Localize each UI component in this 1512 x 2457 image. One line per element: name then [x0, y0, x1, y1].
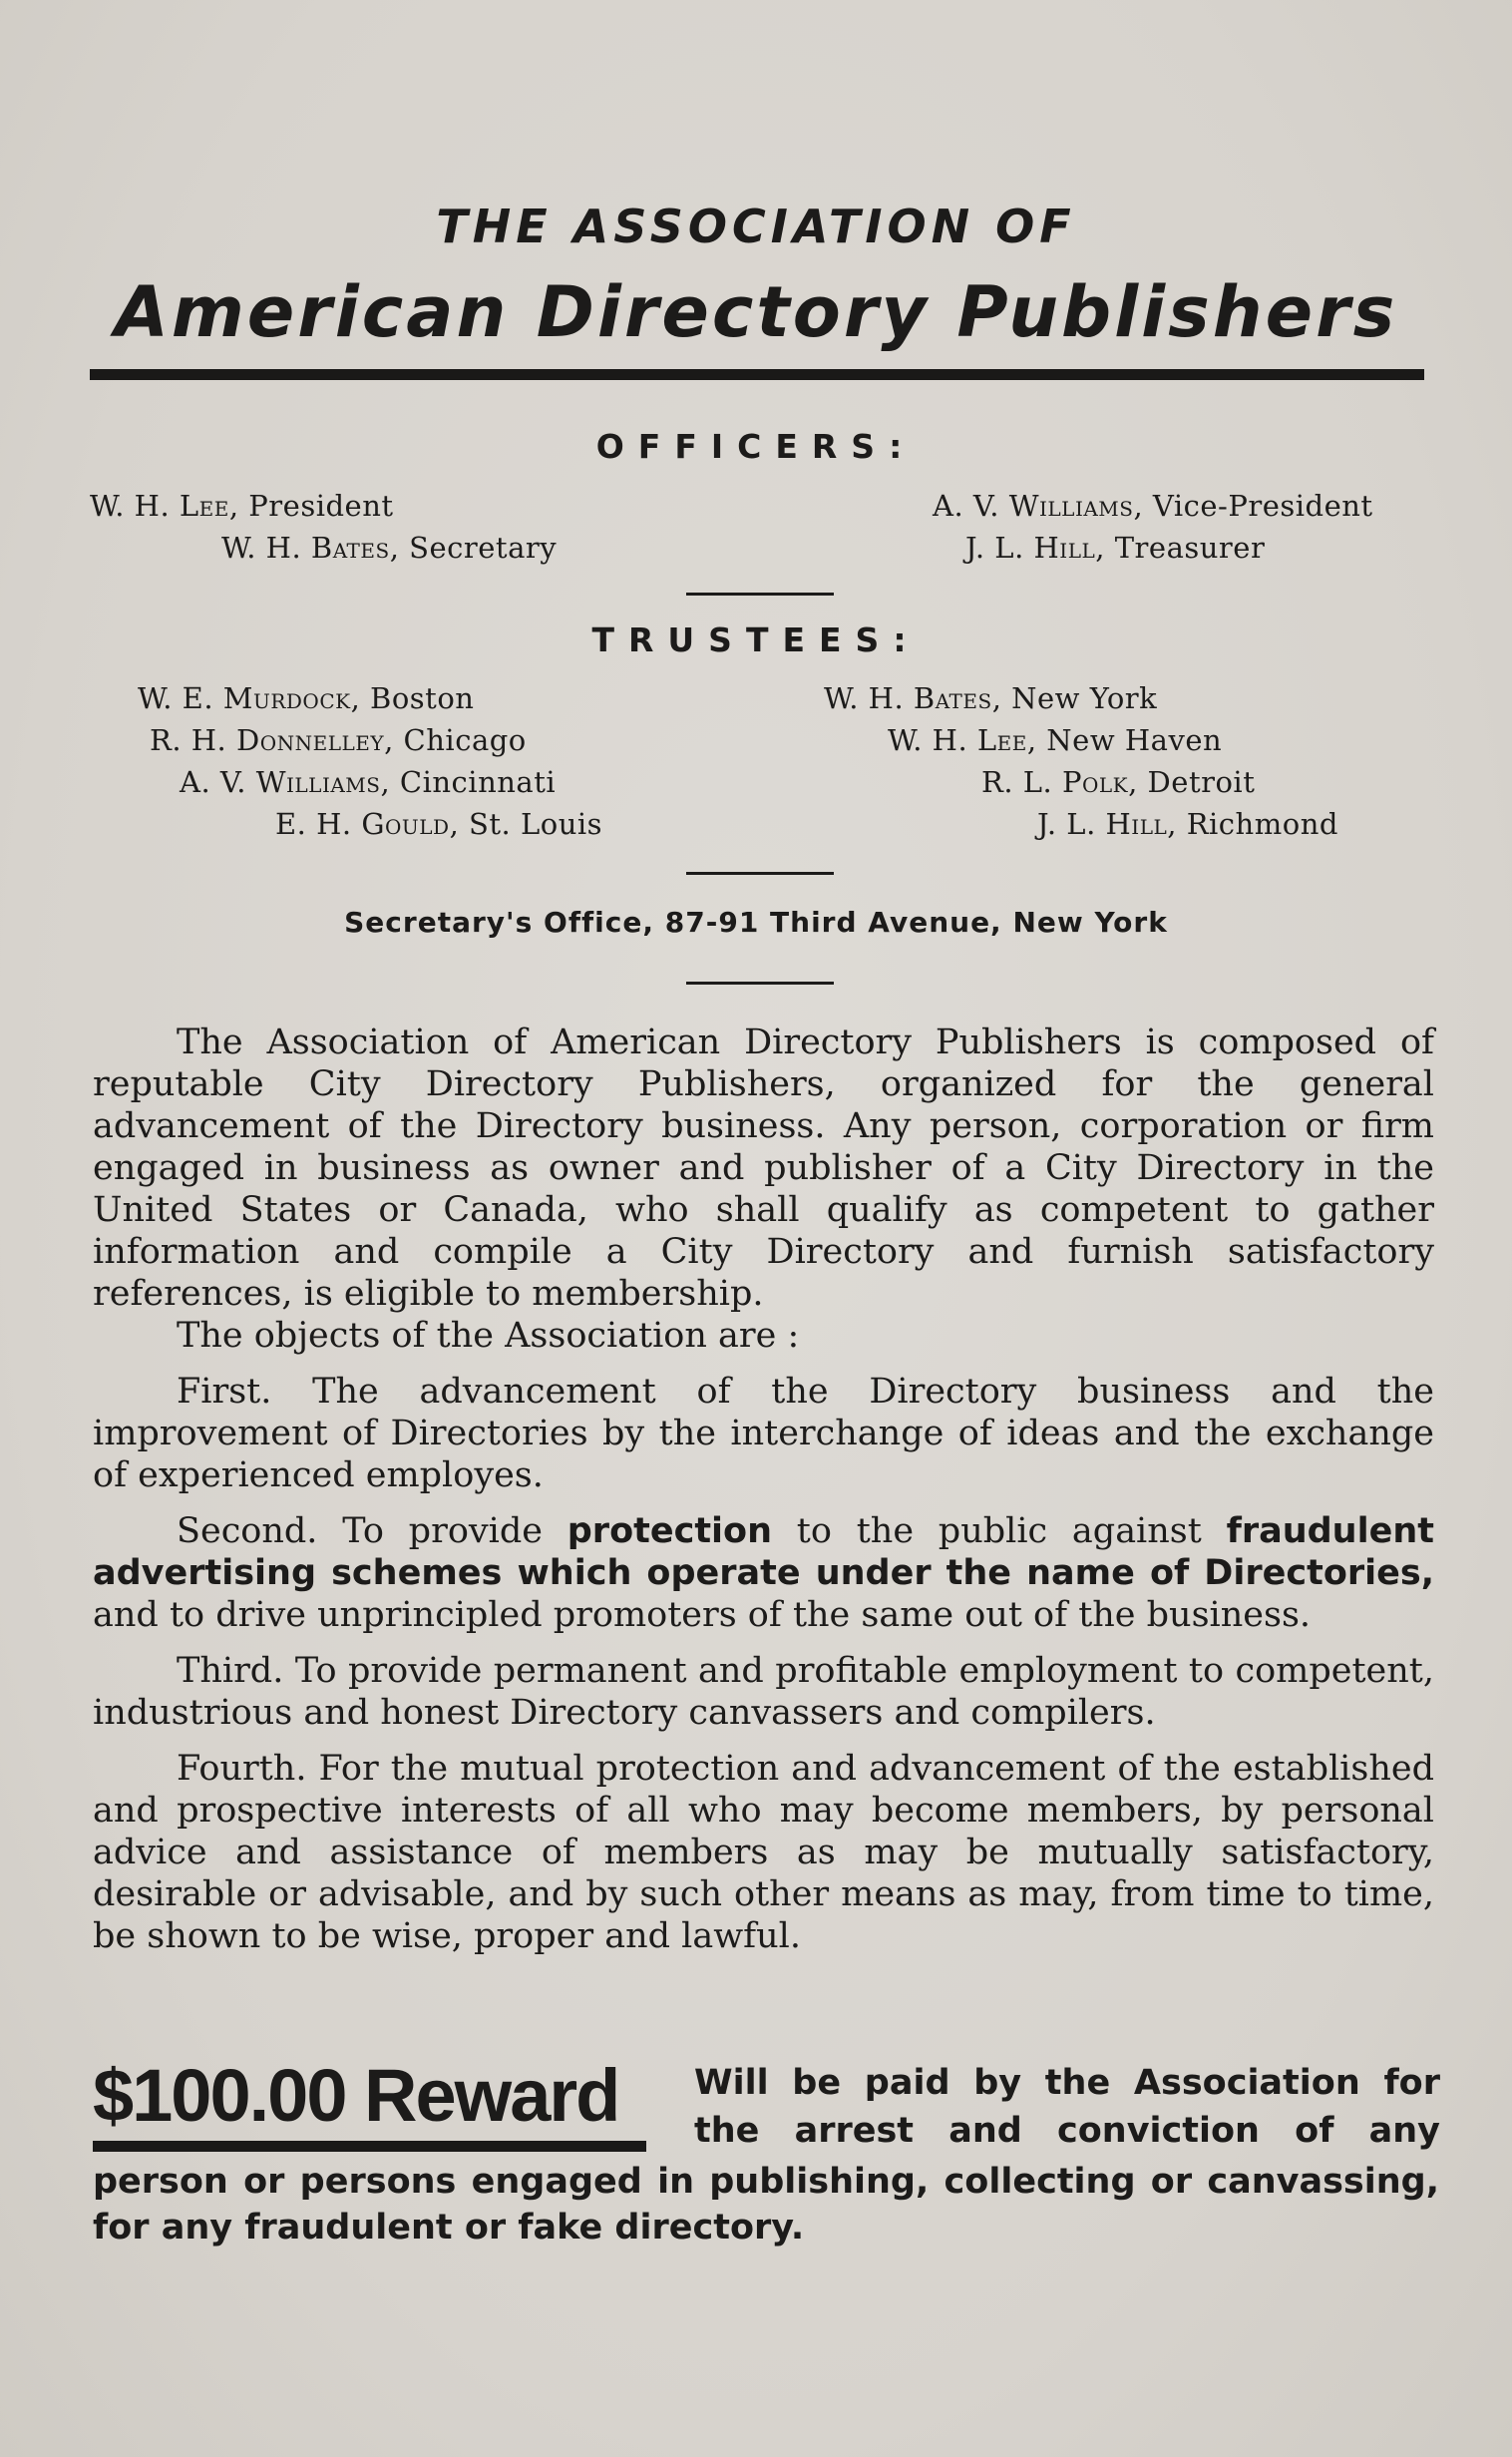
second-text-c: to the public against: [772, 1511, 1227, 1551]
trustee-name: A. V. Williams: [180, 765, 381, 799]
second-text-fraudulent: fraudulent advertising schemes which operate under the name of Directories,: [93, 1511, 1434, 1593]
officers-label: OFFICERS:: [595, 427, 917, 466]
object-first: First. The advancement of the Directory business and the improvement of Directories by the interchange of ideas and the exchange of experienced employes.: [93, 1372, 1434, 1495]
trustee-name: W. H. Lee: [888, 723, 1027, 757]
intro-paragraph: The Association of American Directory Publishers is composed of reputable City Directory Publishers, organized for the general advancement of the Directory business. Any person, corporation or firm engaged in business as owner and publisher of a City Directory in the United States or Canada, who shall qualify as competent to gather information and compile a City Directory and furnish satisfactory references, is eligible to membership.: [93, 1023, 1434, 1314]
officer-entry: [965, 531, 1265, 565]
objects-lead: The objects of the Association are :: [177, 1316, 800, 1356]
trustee-entry: [275, 807, 602, 841]
trustee-city: , Chicago: [384, 723, 527, 757]
trustee-name: R. H. Donnelley: [150, 723, 385, 757]
trustee-entry: [981, 765, 1255, 799]
reward-title: $100.00 Reward: [93, 2054, 619, 2137]
trustee-entry: [180, 765, 556, 799]
trustee-entry: [824, 681, 1157, 715]
divider-rule: [686, 593, 834, 596]
trustee-name: R. L. Polk: [981, 765, 1129, 799]
publication-title: American Directory Publishers: [114, 271, 1398, 353]
secretary-office-address: Secretary's Office, 87-91 Third Avenue, New York: [344, 906, 1168, 939]
divider-rule: [686, 872, 834, 875]
trustee-name: E. H. Gould: [275, 807, 450, 841]
object-third: Third. To provide permanent and profitable employment to competent, industrious and honest Directory canvassers and compilers.: [93, 1651, 1434, 1733]
divider-rule: [686, 982, 834, 985]
object-fourth: Fourth. For the mutual protection and advancement of the established and prospective interests of all who may become members, by personal advice and assistance of members as may be mutually satisfactory, desirable or advisable, and by such other means as may, from time to time, be shown to be wise, proper and lawful.: [93, 1749, 1434, 1956]
second-text-protection: protection: [567, 1511, 773, 1551]
trustee-city: , Cincinnati: [380, 765, 557, 799]
officer-name: W. H. Lee: [90, 489, 229, 523]
body-text: [93, 1022, 1434, 1957]
object-second: [93, 1510, 1434, 1636]
officer-entry: [90, 489, 394, 523]
association-heading: THE ASSOCIATION OF: [436, 200, 1076, 253]
officer-name: J. L. Hill: [965, 531, 1096, 565]
officer-role: , Secretary: [389, 531, 558, 565]
reward-continuation-text: person or persons engaged in publishing, collecting or canvassing, for any fraudulent or fake directory.: [93, 2162, 1439, 2248]
trustee-city: , St. Louis: [449, 807, 603, 841]
trustee-city: , Boston: [350, 681, 475, 715]
second-text-a: Second. To provide: [177, 1511, 567, 1551]
reward-rule: [93, 2141, 646, 2152]
second-text-e: and to drive unprincipled promoters of the same out of the business.: [93, 1595, 1312, 1635]
trustee-city: , New Haven: [1026, 723, 1223, 757]
officer-role: , President: [228, 489, 394, 523]
trustee-city: , New York: [991, 681, 1158, 715]
trustee-name: W. E. Murdock: [138, 681, 351, 715]
officer-name: A. V. Williams: [933, 489, 1134, 523]
trustees-label: TRUSTEES:: [591, 620, 921, 659]
trustee-city: , Detroit: [1128, 765, 1256, 799]
officer-entry: [933, 489, 1373, 523]
trustee-entry: [150, 723, 527, 757]
trustee-entry: [1037, 807, 1338, 841]
trustee-entry: [888, 723, 1222, 757]
trustee-name: J. L. Hill: [1037, 807, 1168, 841]
trustee-entry: [138, 681, 474, 715]
reward-side-text: Will be paid by the Association for the arrest and conviction of any: [694, 2063, 1440, 2151]
title-rule: [90, 369, 1424, 380]
officer-role: , Treasurer: [1095, 531, 1266, 565]
officer-entry: [221, 531, 557, 565]
trustee-name: W. H. Bates: [824, 681, 992, 715]
officer-name: W. H. Bates: [221, 531, 390, 565]
trustee-city: , Richmond: [1167, 807, 1338, 841]
officer-role: , Vice-President: [1133, 489, 1373, 523]
